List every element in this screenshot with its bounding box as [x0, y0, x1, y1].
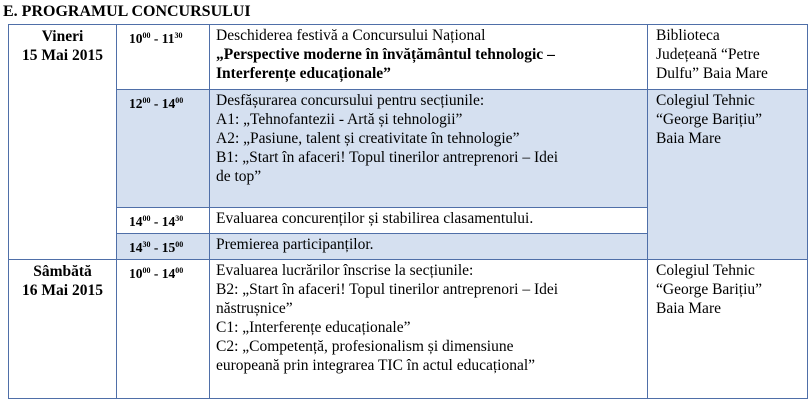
day-name: Sâmbătă	[33, 263, 92, 280]
time-cell: $14^{00} - 14^{30}$	[117, 208, 210, 234]
schedule-table	[8, 24, 808, 399]
time-cell: $12^{00} - 14^{00}$	[117, 90, 210, 208]
day-cell	[9, 25, 117, 260]
description-cell: Deschiderea festivă a Concursului Național „Perspective moderne în învățământul tehnologic – Interferențe educaționale”	[210, 25, 648, 90]
description-cell: Desfășurarea concursului pentru secțiunile: A1: „Tehnofantezii - Artă și tehnologii” A2: „Pasiune, talent și creativitate în tehnologie” B1: „Start în afaceri! Topul tinerilor antreprenori – Idei de top”	[210, 90, 648, 208]
time-cell: $14^{30} - 15^{00}$	[117, 234, 210, 260]
location-cell: Biblioteca Județeană “Petre Dulfu” Baia Mare	[648, 25, 808, 90]
schedule-row	[9, 90, 808, 208]
location-cell: Colegiul Tehnic “George Barițiu” Baia Mare	[648, 260, 808, 399]
time-cell: $10^{00} - 11^{30}$	[117, 25, 210, 90]
section-title: E. PROGRAMUL CONCURSULUI	[3, 3, 251, 20]
day-name: Vineri	[41, 28, 84, 45]
location-cell: Colegiul Tehnic “George Barițiu” Baia Mare	[648, 90, 808, 260]
time-cell: $10^{00} - 14^{00}$	[117, 260, 210, 399]
schedule-row	[9, 25, 808, 90]
schedule-row	[9, 260, 808, 399]
day-date: 15 Mai 2015	[22, 47, 103, 64]
day-cell	[9, 260, 117, 399]
description-cell: Evaluarea lucrărilor înscrise la secțiunile: B2: „Start în afaceri! Topul tinerilor antreprenori – Idei năstrușnice” C1: „Interferențe educaționale” C2: „Competență, profesionalism și dimensiune europeană prin integrarea TIC în actul educațional”	[210, 260, 648, 399]
description-cell: Premierea participanților.	[210, 234, 648, 260]
day-date: 16 Mai 2015	[22, 282, 103, 299]
description-cell: Evaluarea concurenților și stabilirea clasamentului.	[210, 208, 648, 234]
